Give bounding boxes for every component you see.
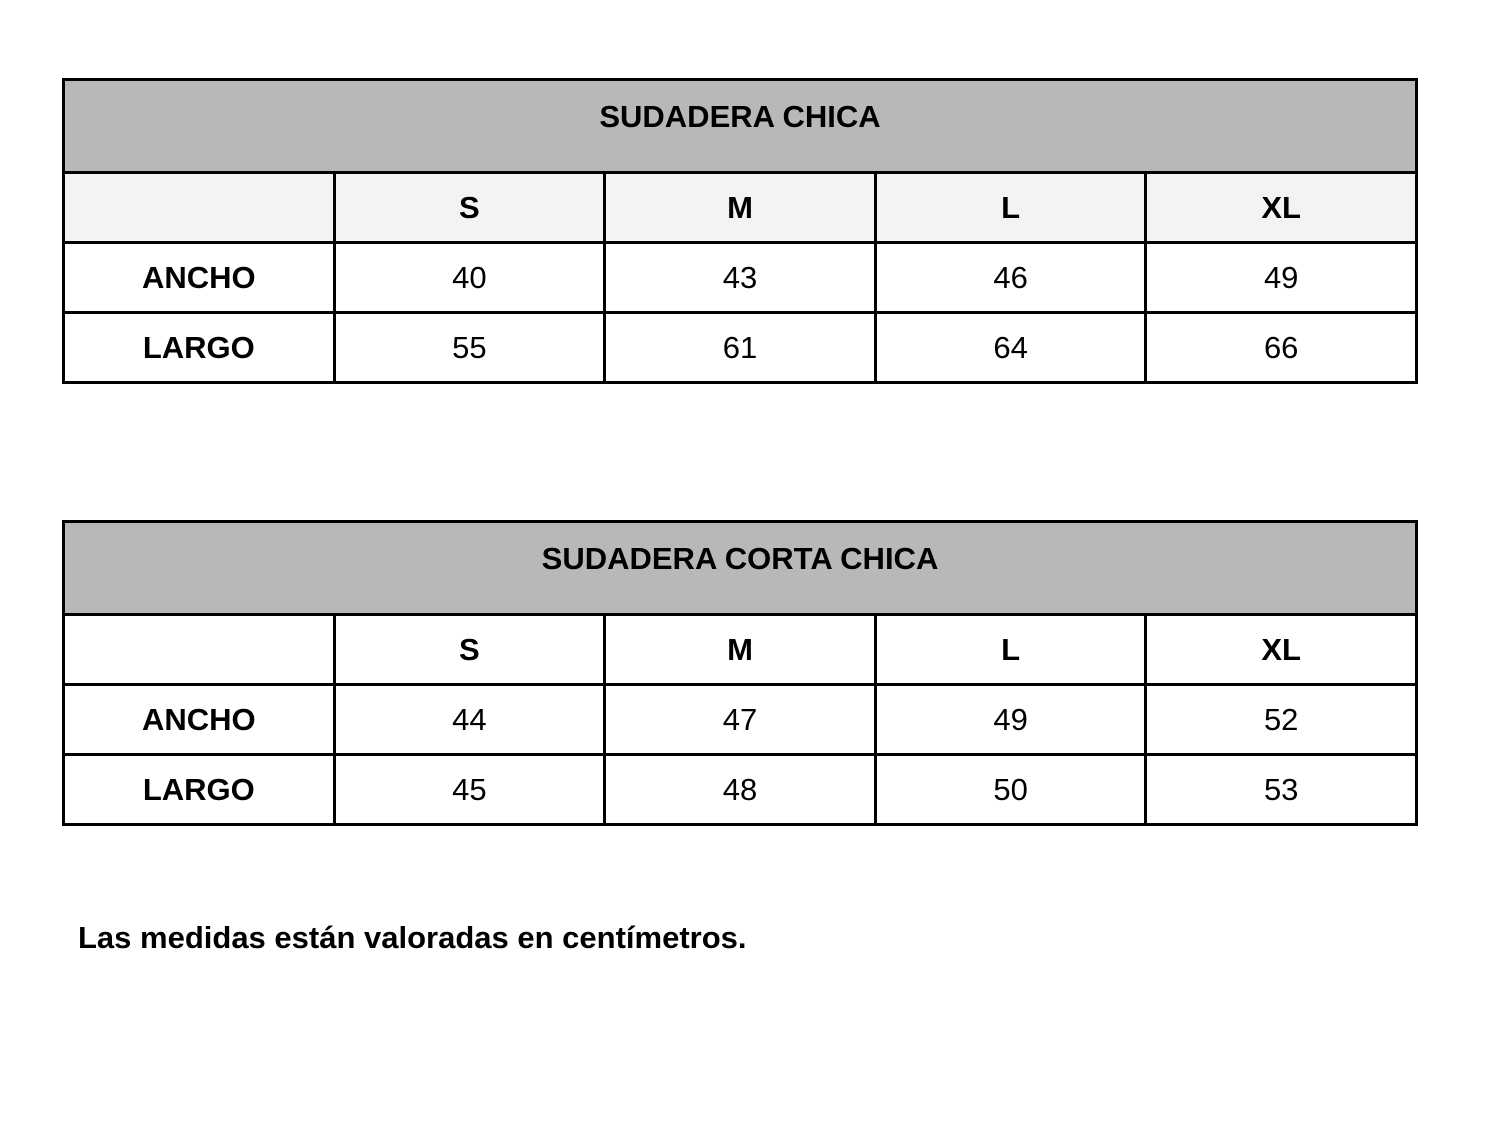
table-title: SUDADERA CHICA [64, 80, 1417, 173]
row-label: LARGO [64, 313, 335, 383]
value-cell: 50 [875, 755, 1146, 825]
table-row [64, 243, 1417, 313]
size-header-xl: XL [1146, 615, 1417, 685]
value-cell: 55 [334, 313, 605, 383]
value-cell: 64 [875, 313, 1146, 383]
measurement-note: Las medidas están valoradas en centímetros. [78, 920, 747, 955]
table-row [64, 755, 1417, 825]
size-header-l: L [875, 615, 1146, 685]
table-title-row [64, 80, 1417, 173]
value-cell: 61 [605, 313, 876, 383]
value-cell: 53 [1146, 755, 1417, 825]
size-table-sudadera-corta-chica [62, 520, 1418, 826]
value-cell: 66 [1146, 313, 1417, 383]
value-cell: 49 [1146, 243, 1417, 313]
size-header-xl: XL [1146, 173, 1417, 243]
table-title: SUDADERA CORTA CHICA [64, 522, 1417, 615]
value-cell: 46 [875, 243, 1146, 313]
size-header-row [64, 615, 1417, 685]
empty-corner-cell [64, 173, 335, 243]
size-table-sudadera-chica [62, 78, 1418, 384]
value-cell: 43 [605, 243, 876, 313]
value-cell: 52 [1146, 685, 1417, 755]
size-header-m: M [605, 173, 876, 243]
size-header-s: S [334, 615, 605, 685]
row-label: ANCHO [64, 685, 335, 755]
row-label: ANCHO [64, 243, 335, 313]
size-header-m: M [605, 615, 876, 685]
value-cell: 49 [875, 685, 1146, 755]
size-header-row [64, 173, 1417, 243]
value-cell: 47 [605, 685, 876, 755]
table-row [64, 313, 1417, 383]
value-cell: 44 [334, 685, 605, 755]
size-header-l: L [875, 173, 1146, 243]
table-title-row [64, 522, 1417, 615]
table-row [64, 685, 1417, 755]
value-cell: 40 [334, 243, 605, 313]
size-header-s: S [334, 173, 605, 243]
value-cell: 48 [605, 755, 876, 825]
row-label: LARGO [64, 755, 335, 825]
empty-corner-cell [64, 615, 335, 685]
value-cell: 45 [334, 755, 605, 825]
